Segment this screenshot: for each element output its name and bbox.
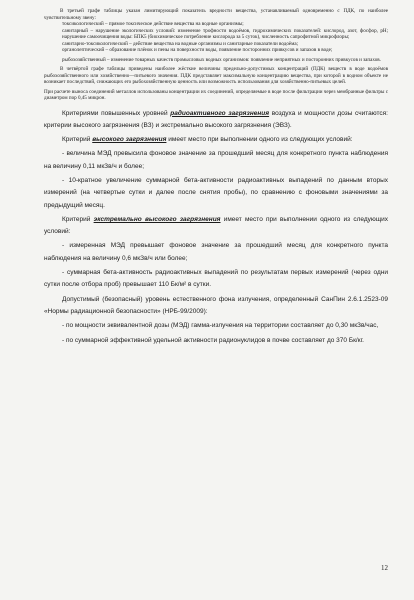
text-run: Критерий: [62, 136, 93, 144]
emphasis-text: экстремально высокого загрязнения: [93, 215, 221, 223]
small-print-section: [44, 8, 388, 102]
paragraph: [44, 214, 388, 239]
paragraph: - 10-кратное увеличение суммарной бета-активности радиоактивных выпадений по данным вторых измерений (на четвертые сутки и далее после снятия пробы), по сравнению с фоновыми значениями за предыдущий месяц.: [44, 176, 388, 209]
paragraph: В четвёртой графе таблицы приведены наиболее жёсткие величины предельно-допустимых концентраций (ПДК) веществ в воде водоёмов рыбохозяйственного или хозяйственно—питьевого значения. ПДК представляет максимальную концентрацию вещества, при которой в водном объекте не возникает последствий, снижающих его рыбохозяйственную ценность или возможность использования для хозяйственно-питьевых целей.: [44, 66, 388, 85]
text-run: имеет место при выполнении одного из следующих условий:: [166, 136, 353, 144]
emphasis-text: радиоактивного загрязнения: [170, 109, 270, 117]
paragraph: токсикологический – прямое токсическое действие вещества на водные организмы;: [62, 21, 244, 27]
paragraph: - по суммарной эффективной удельной активности радионуклидов в почве составляет до 370 Бк/кг.: [62, 336, 364, 344]
page-number: 12: [381, 564, 388, 572]
text-run: Критерий: [62, 215, 94, 223]
paragraph: санитарно-токсикологический – действие вещества на водные организмы и санитарные показатели водоёма;: [62, 40, 299, 47]
paragraph: органолептический – образование плёнок и пены на поверхности воды, появление посторонних привкусов и запахов в воде;: [62, 47, 333, 53]
paragraph: Допустимый (безопасный) уровень естественного фона излучения, определенный СанПин 2.6.1.2523-09 «Нормы радиационной безопасности» (НРБ-99/2009):: [44, 295, 388, 315]
paragraph: [44, 134, 388, 146]
paragraph: - измеренная МЭД превышает фоновое значение за прошедший месяц для конкретного пункта наблюдения на величину 0,6 мкЗв/ч или более;: [44, 242, 388, 262]
main-text-section: [44, 108, 388, 347]
text-run: воздуха и мощности дозы считаются: критерии высокого загрязнения (ВЗ) и экстремально высокого загрязнения (ЭВЗ).: [44, 109, 388, 129]
paragraph: - суммарная бета-активность радиоактивных выпадений по результатам первых измерений (через одни сутки после отбора проб) превышает 110 Бк/м² в сутки.: [44, 269, 388, 289]
text-run: Критериями повышенных уровней: [62, 109, 171, 117]
emphasis-text: высокого загрязнения: [92, 136, 167, 144]
paragraph: - по мощности эквивалентной дозы (МЭД) гамма-излучения на территории составляет до 0,30 мкЗв/час,: [62, 322, 379, 330]
paragraph: [44, 108, 388, 133]
paragraph: санитарный – нарушение экологических условий: изменение трофности водоёмов, гидрохимических показателей: кислород, азот, фосфор, рН; нарушение самоочищения воды: БПК5 (биохимическое потребление кислорода за 5 суток), численность сапрофитной микрофлоры;: [62, 27, 388, 40]
paragraph: В третьей графе таблицы указан лимитирующий показатель вредности вещества, устанавливаемый одновременно с ПДК, по наиболее чувствительному звену:: [44, 8, 388, 21]
paragraph: рыбохозяйственный – изменение товарных качеств промысловых водных организмов: появление неприятных и посторонних привкусов и запахов.: [62, 56, 381, 63]
text-run: имеет место при выполнении одного из следующих условий:: [44, 215, 388, 236]
paragraph: - величина МЭД превысила фоновое значение за прошедший месяц для конкретного пункта наблюдения на величину 0,11 мкЗв/ч и более;: [44, 150, 388, 170]
paragraph: При расчете выноса соединений металлов использованы концентрации их соединений, определяемые в воде после фильтрации через мембранные фильтры с диаметром пор 0,45 микрон.: [44, 88, 388, 101]
